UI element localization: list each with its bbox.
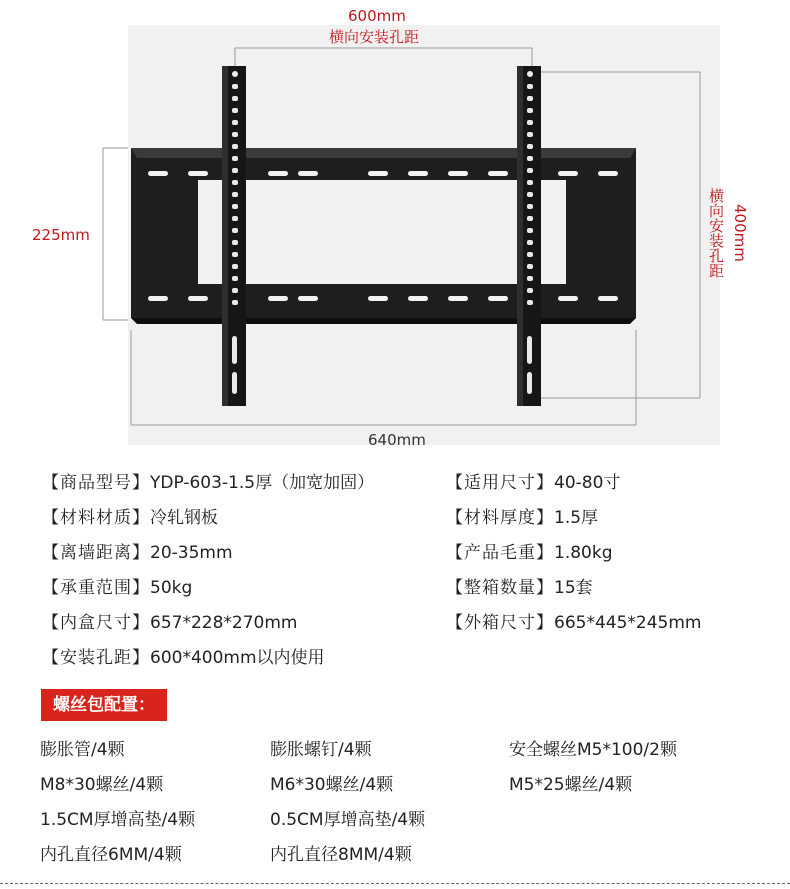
spec-value: 冷轧钢板 — [150, 508, 218, 528]
spec-value: 40-80寸 — [554, 473, 621, 493]
spec-row — [42, 468, 374, 493]
spec-row — [42, 643, 325, 668]
spec-key: 【产品毛重】 — [446, 543, 554, 563]
spec-row — [446, 573, 593, 598]
spec-value: 20-35mm — [150, 543, 233, 563]
right-arm — [517, 66, 541, 406]
top-dimension-value: 600mm — [348, 7, 406, 25]
spec-value: YDP-603-1.5厚（加宽加固） — [150, 473, 375, 493]
spec-row — [446, 468, 620, 493]
accessory-item: 内孔直径8MM/4颗 — [270, 845, 412, 865]
accessory-item: 0.5CM厚增高垫/4颗 — [270, 810, 426, 830]
spec-key: 【整箱数量】 — [446, 578, 554, 598]
spec-value: 1.80kg — [554, 543, 613, 563]
spec-key: 【安装孔距】 — [42, 648, 150, 668]
spec-key: 【外箱尺寸】 — [446, 613, 554, 633]
accessory-item: 安全螺丝M5*100/2颗 — [509, 740, 677, 760]
spec-key: 【商品型号】 — [42, 473, 150, 493]
spec-row — [446, 608, 701, 633]
spec-value: 50kg — [150, 578, 193, 598]
accessory-item: M6*30螺丝/4颗 — [270, 775, 394, 795]
spec-value: 665*445*245mm — [554, 613, 702, 633]
spec-row — [42, 503, 218, 528]
spec-row — [446, 503, 598, 528]
accessories-title-badge: 螺丝包配置： — [41, 689, 167, 721]
accessory-item: 1.5CM厚增高垫/4颗 — [40, 810, 196, 830]
right-dimension-caption: 横向安装孔距 — [707, 188, 725, 278]
spec-value: 1.5厚 — [554, 508, 599, 528]
accessory-item: 膨胀螺钉/4颗 — [270, 740, 372, 760]
accessory-item: 内孔直径6MM/4颗 — [40, 845, 182, 865]
spec-key: 【材料厚度】 — [446, 508, 554, 528]
accessory-item: M5*25螺丝/4颗 — [509, 775, 633, 795]
bottom-dimension-value: 640mm — [368, 431, 426, 449]
right-dimension-value: 400mm — [731, 204, 749, 262]
bottom-divider — [0, 883, 790, 884]
top-dimension-caption: 横向安装孔距 — [329, 28, 420, 46]
accessory-item: M8*30螺丝/4颗 — [40, 775, 164, 795]
spec-key: 【承重范围】 — [42, 578, 150, 598]
wall-plate — [131, 148, 636, 324]
spec-row — [42, 608, 297, 633]
spec-key: 【内盒尺寸】 — [42, 613, 150, 633]
spec-value: 600*400mm以内使用 — [150, 648, 325, 668]
spec-key: 【适用尺寸】 — [446, 473, 554, 493]
left-dimension-value: 225mm — [32, 226, 90, 244]
spec-value: 657*228*270mm — [150, 613, 298, 633]
spec-key: 【材料材质】 — [42, 508, 150, 528]
spec-row — [446, 538, 613, 563]
spec-key: 【离墙距离】 — [42, 543, 150, 563]
left-arm — [222, 66, 246, 406]
spec-value: 15套 — [554, 578, 593, 598]
spec-row — [42, 573, 192, 598]
spec-row — [42, 538, 233, 563]
accessory-item: 膨胀管/4颗 — [40, 740, 125, 760]
